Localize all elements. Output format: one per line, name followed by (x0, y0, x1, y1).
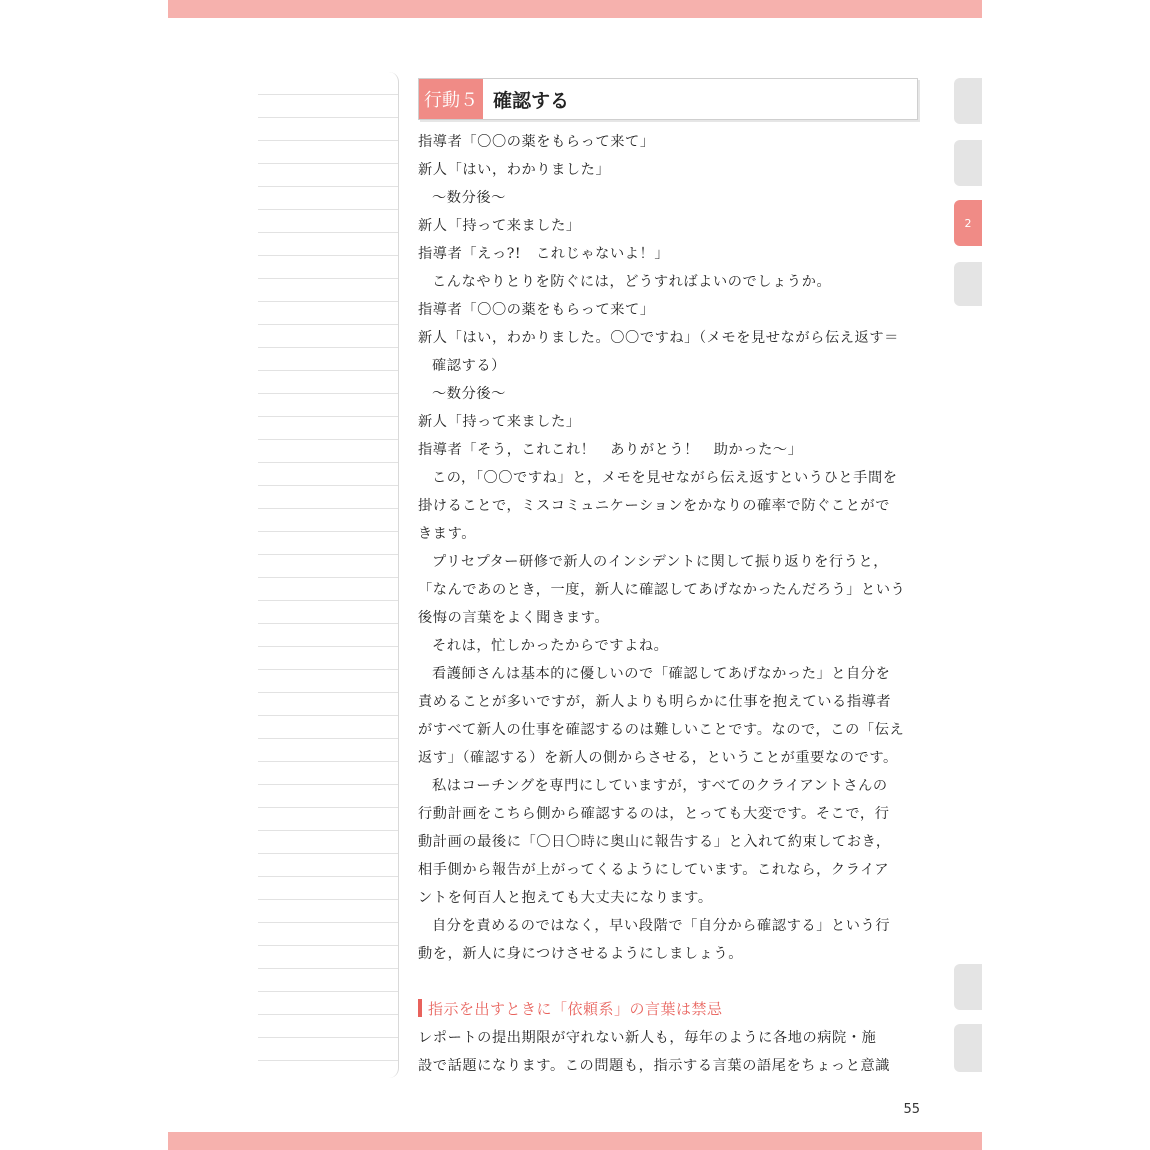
paragraph-line: 行動計画をこちら側から確認するのは，とっても大変です。そこで，行 (418, 806, 890, 822)
side-tab-active-label: 2 (964, 216, 972, 230)
paragraph-line: 責めることが多いですが，新人よりも明らかに仕事を抱えている指導者 (418, 694, 892, 710)
paragraph-line: 指導者「そう，これこれ！ ありがとう！ 助かった〜」 (418, 442, 803, 458)
paragraph-line: きます。 (418, 526, 477, 542)
paragraph-line: こんなやりとりを防ぐには，どうすればよいのでしょうか。 (432, 274, 832, 290)
paragraph-line: この，「〇〇ですね」と，メモを見せながら伝え返すというひと手間を (432, 470, 898, 486)
paragraph-line: 相手側から報告が上がってくるようにしています。これなら，クライア (418, 862, 890, 878)
paragraph-line: 私はコーチングを専門にしていますが，すべてのクライアントさんの (432, 778, 888, 794)
paragraph-line: 動を，新人に身につけさせるようにしましょう。 (418, 946, 744, 962)
paragraph-line: 〜数分後〜 (432, 190, 506, 206)
section-number-label: 行動５ (419, 79, 483, 119)
paragraph-line: それは，忙しかったからですよね。 (432, 638, 669, 654)
body-text-continued (418, 1024, 920, 1080)
paragraph-line: 指導者「えっ?! これじゃないよ！」 (418, 246, 670, 262)
section-heading (418, 78, 918, 120)
top-color-band (168, 0, 982, 18)
subheading-text: 指示を出すときに「依頼系」の言葉は禁忌 (428, 999, 723, 1018)
paragraph-line: 新人「はい，わかりました」 (418, 162, 611, 178)
paragraph-line: 〜数分後〜 (432, 386, 506, 402)
paragraph-line: 新人「持って来ました」 (418, 414, 581, 430)
paragraph-line: 新人「はい，わかりました。〇〇ですね」（メモを見せながら伝え返す＝ (418, 330, 899, 346)
paragraph-line: 後悔の言葉をよく聞きます。 (418, 610, 610, 626)
subheading-bar (418, 999, 422, 1017)
side-tab-5[interactable] (954, 964, 982, 1010)
side-tab-2[interactable] (954, 140, 982, 186)
paragraph-line: 自分を責めるのではなく，早い段階で「自分から確認する」という行 (432, 918, 891, 934)
paragraph-line: がすべて新人の仕事を確認するのは難しいことです。なので，この「伝え (418, 722, 905, 738)
paragraph-line: 返す」（確認する）を新人の側からさせる，ということが重要なのです。 (418, 750, 898, 766)
subheading (418, 994, 920, 1022)
side-tab-6[interactable] (954, 1024, 982, 1072)
paragraph-line: 「なんであのとき，一度，新人に確認してあげなかったんだろう」という (418, 582, 906, 598)
bottom-color-band (168, 1132, 982, 1150)
page-number: 55 (903, 1102, 920, 1117)
paragraph-line: 看護師さんは基本的に優しいので「確認してあげなかった」と自分を (432, 666, 891, 682)
side-tab-4[interactable] (954, 262, 982, 306)
paragraph-line: プリセプター研修で新人のインシデントに関して振り返りを行うと， (432, 554, 889, 570)
body-text (418, 128, 920, 968)
memo-notes-panel (258, 72, 399, 1078)
paragraph-line: ントを何百人と抱えても大丈夫になります。 (418, 890, 713, 906)
paragraph-line: 確認する） (432, 358, 506, 374)
paragraph-line: 指導者「〇〇の薬をもらって来て」 (418, 302, 655, 318)
side-tab-1[interactable] (954, 78, 982, 124)
side-tab-active[interactable] (954, 200, 982, 246)
section-title: 確認する (493, 89, 570, 112)
paragraph-line: 指導者「〇〇の薬をもらって来て」 (418, 134, 655, 150)
paragraph-line: 掛けることで，ミスコミュニケーションをかなりの確率で防ぐことがで (418, 498, 891, 514)
paragraph-line: レポートの提出期限が守れない新人も，毎年のように各地の病院・施 (418, 1030, 877, 1046)
paragraph-line: 新人「持って来ました」 (418, 218, 581, 234)
paragraph-line: 設で話題になります。この問題も，指示する言葉の語尾をちょっと意識 (418, 1058, 891, 1074)
paragraph-line: 動計画の最後に「〇日〇時に奥山に報告する」と入れて約束しておき， (418, 834, 891, 850)
